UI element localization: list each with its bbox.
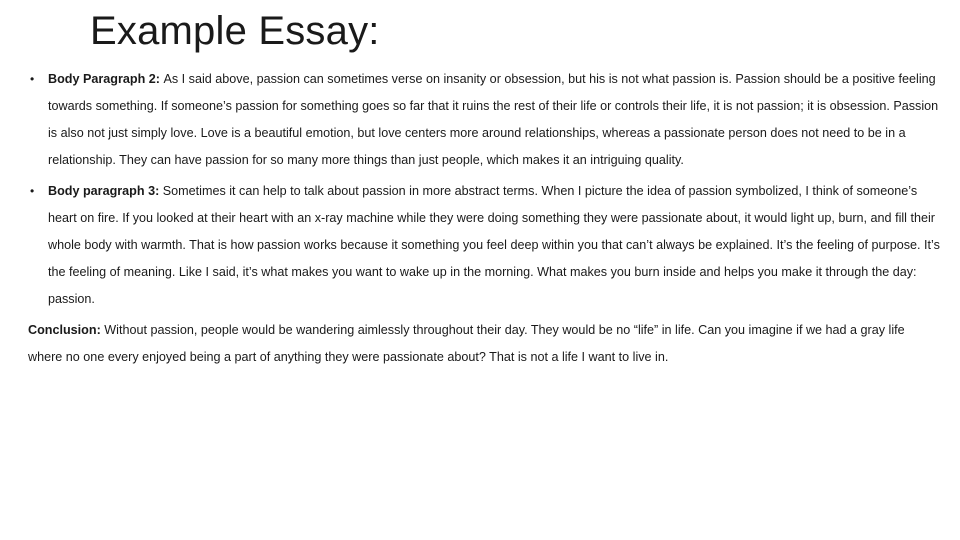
- paragraph-label: Body Paragraph 2:: [48, 72, 164, 86]
- bullet-icon: •: [30, 184, 35, 198]
- conclusion-text: Without passion, people would be wandering aimlessly throughout their day. They would be no “life” in life. Can you imagine if we had a gray life where no one every enjoyed being a part of anything they were passionate about? That is not a life I want to live in.: [28, 323, 905, 364]
- body-paragraph-2: [28, 66, 940, 174]
- body-paragraph-3: [28, 178, 940, 313]
- slide-title: Example Essay:: [90, 9, 380, 53]
- conclusion-paragraph: [28, 317, 940, 371]
- conclusion-label: Conclusion:: [28, 323, 105, 337]
- paragraph-text: Sometimes it can help to talk about passion in more abstract terms. When I picture the idea of passion symbolized, I think of someone’s heart on fire. If you looked at their heart with an x-ray machine while they were doing something they were passionate about, it would light up, burn, and fill their whole body with warmth. That is how passion works because it something you feel deep within you that can’t always be explained. It’s the feeling of purpose. It’s the feeling of meaning. Like I said, it’s what makes you want to wake up in the morning. What makes you burn inside and helps you make it through the day: passion.: [48, 184, 940, 306]
- bullet-icon: •: [30, 72, 35, 86]
- essay-body: [28, 66, 940, 371]
- paragraph-text: As I said above, passion can sometimes verse on insanity or obsession, but his is not what passion is. Passion should be a positive feeling towards something. If someone’s passion for something goes so far that it ruins the rest of their life or controls their life, it is not passion; it is obsession. Passion is also not just simply love. Love is a beautiful emotion, but love centers more around relationships, whereas a passionate person does not need to be in a relationship. They can have passion for so many more things than just people, which makes it an intriguing quality.: [48, 72, 939, 167]
- paragraph-label: Body paragraph 3:: [48, 184, 163, 198]
